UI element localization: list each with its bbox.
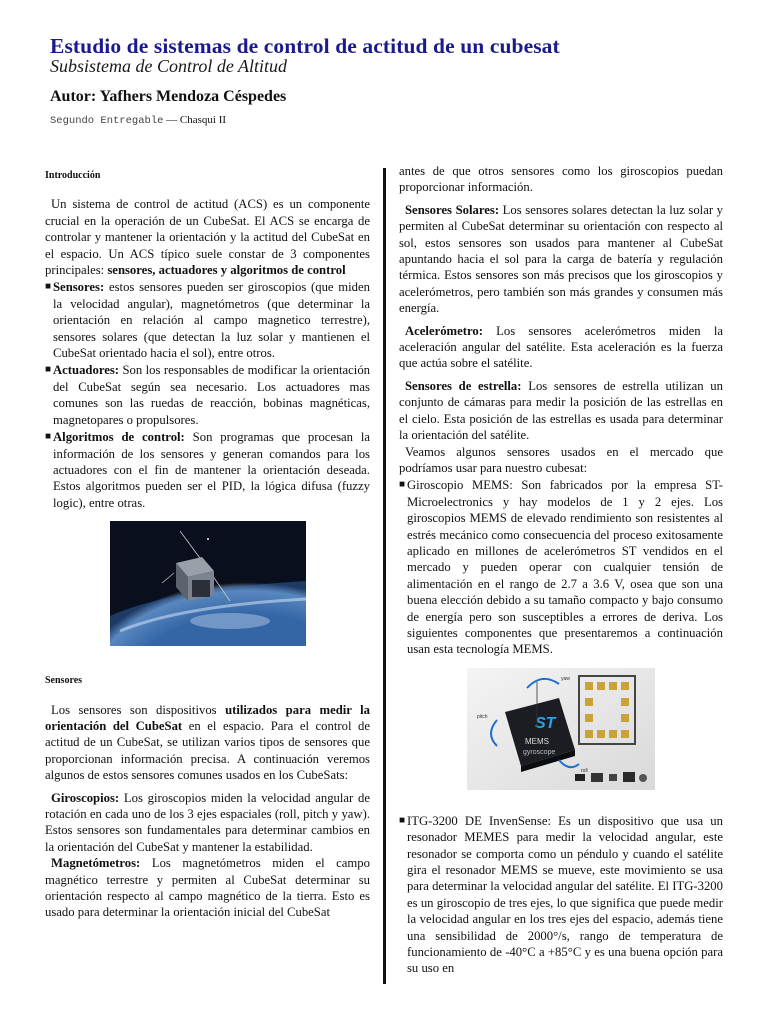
paper-meta [50,114,730,128]
chip-label-line2: gyroscope [523,748,556,756]
item-text: estos sensores pueden ser giroscopios (que miden la velocidad angular), magnetómetros (que determinar la orientación en relación al campo magnetico terrestre), sensores solares (que detectan la luz solar y mantienen el CubeSat orientado hacia el sol), entre otros. [53,280,370,361]
sun-sensor-paragraph: Sensores Solares: Los sensores solares detectan la luz solar y permiten al CubeSat determinar su orientación con respecto al sol, estos sensores son usados para mantener al CubeSat apuntando hacia el sol para la carga de batería y regulación térmica. Estos sensores son más precisos que los giroscopios y acelerómetros, pero también son más grandes y consumen más energía. [399,202,723,316]
project-label: — Chasqui II [166,114,227,126]
axis-label-roll: roll [581,767,588,774]
list-item [399,813,723,977]
list-item [45,362,370,428]
bullet-icon: ■ [45,431,52,443]
sensors-paragraph: Los sensores son dispositivos utilizados para medir la orientación del CubeSat en el espacio. Para el control de actitud de un CubeSat, se utilizan varios tipos de sensores que proporcionan información precisa. A continuación veremos algunos de estos sensores comunes usados en los CubeSats: [45,702,371,783]
star-sensor-paragraph: Sensores de estrella: Los sensores de estrella utilizan un conjunto de cámaras para medir la posición de las estrellas en el cielo. Esta posición de las estrellas es usada para determinar la orientación del satélite. [399,378,723,443]
item-term: Sensores: [53,280,105,295]
market-paragraph: Veamos algunos sensores usados en el mercado que podríamos usar para nuestro cubesat: [399,444,723,475]
column-divider [383,168,386,984]
cubesat-image [110,521,306,646]
item-term: Algoritmos de control: [53,430,185,445]
intro-bold: sensores, actuadores y algoritmos de control [107,263,346,278]
list-item [399,477,723,657]
paper-title: Estudio de sistemas de control de actitud de un cubesat [50,34,560,58]
right-column [399,163,723,977]
intro-text: Un sistema de control de actitud (ACS) es un componente crucial en la operación de un CubeSat. El ACS se encarga de controlar y mantener la orientación y la actitud del CubeSat en el espacio. Un ACS típico suele constar de 3 componentes principales: [45,197,370,278]
paper-author: Autor: Yafhers Mendoza Céspedes [50,88,287,105]
item-text: Giroscopio MEMS: Son fabricados por la empresa ST-Microelectronics y hay modelos de 1 y 2 ejes. Los giroscopios MEMS de elevado rendimiento son resistentes al estrés mecánico como consecuencia del proceso exitosamente aplicado en millones de acelerómetros ST vendidos en el mercado y pueden operar con cualquier tensión de alimentación en el rango de 2.7 a 3.6 V, osea que son una buena elección debido a su tamaño compacto y bajo consumo de energía pero son susceptibles a errores de deriva. Los siguientes componentes que presentaremos a continuación usan esta tecnología MEMS. [407,478,723,657]
item-term: Actuadores: [53,363,120,378]
list-item [45,279,370,361]
magnetometer-paragraph: Magnetómetros: Los magnetómetros miden el campo magnético terrestre y permiten al CubeSat determinar su orientación respecto al campo magnético de la tierra. Esto es usado para determinar la orientación inicial del CubeSat [45,856,370,920]
section-heading-introduccion: Introducción [45,170,101,181]
accelerometer-paragraph: Acelerómetro: Los sensores acelerómetros miden la aceleración angular del satélite. Esta aceleración es la fuerza que actúa sobre el satélite. [399,323,723,371]
bullet-icon: ■ [399,479,406,491]
bullet-icon: ■ [399,814,406,826]
axis-label-yaw: yaw [561,675,570,682]
mems-gyroscope-image [467,668,655,790]
gyro-paragraph: Giroscopios: Los giroscopios miden la velocidad angular de rotación en cada uno de los 3 ejes espaciales (roll, pitch y yaw). Estos sensores son fundamentales para determinar cambios en la orientación del CubeSat y mantener la estabilidad. [45,790,370,854]
section-heading-sensores: Sensores [45,675,83,687]
list-item [45,429,370,511]
chip-label-line1: MEMS [525,736,549,746]
left-column [45,163,370,921]
bullet-icon: ■ [45,281,52,293]
axis-label-pitch: pitch [477,713,488,720]
item-text: Son programas que procesan la información de los sensores y generan comandos para los actuadores con el fin de mantener la orientación deseada. Estos algoritmos pueden ser el PID, la lógica difusa (fuzzy logic), entre otras. [53,430,371,510]
deliverable-label: Segundo Entregable [50,115,164,127]
intro-paragraph [45,196,370,278]
paper-subtitle: Subsistema de Control de Altitud [50,56,287,76]
item-text: ITG-3200 DE InvenSense: Es un dispositivo que usa un resonador MEMES para medir la velocidad angular, este resonador se comporta como un péndulo y cuando el satélite gira el resonador MEMS se mueve, este movimiento se usa para determinar la velocidad angular del satélite. El ITG-3200 es un giroscopio de tres ejes, lo que significa que puede medir la velocidad angular en los tres ejes del espacio, además tiene una sensibilidad de 2000°/s, rango de temperatura de funcionamiento de -40°C a +85°C y es una buena opción para su uso en [407,813,723,976]
bullet-icon: ■ [45,364,52,376]
continued-paragraph: antes de que otros sensores como los giroscopios puedan proporcionar información. [399,164,723,195]
chip-logo: ST [535,714,556,732]
paper-header [50,34,730,128]
item-text: Son los responsables de modificar la orientación del CubeSat según sea necesario. Los actuadores mas comunes son las ruedas de reacción, bobinas magnéticas, magnetopares o propulsores. [53,363,371,427]
